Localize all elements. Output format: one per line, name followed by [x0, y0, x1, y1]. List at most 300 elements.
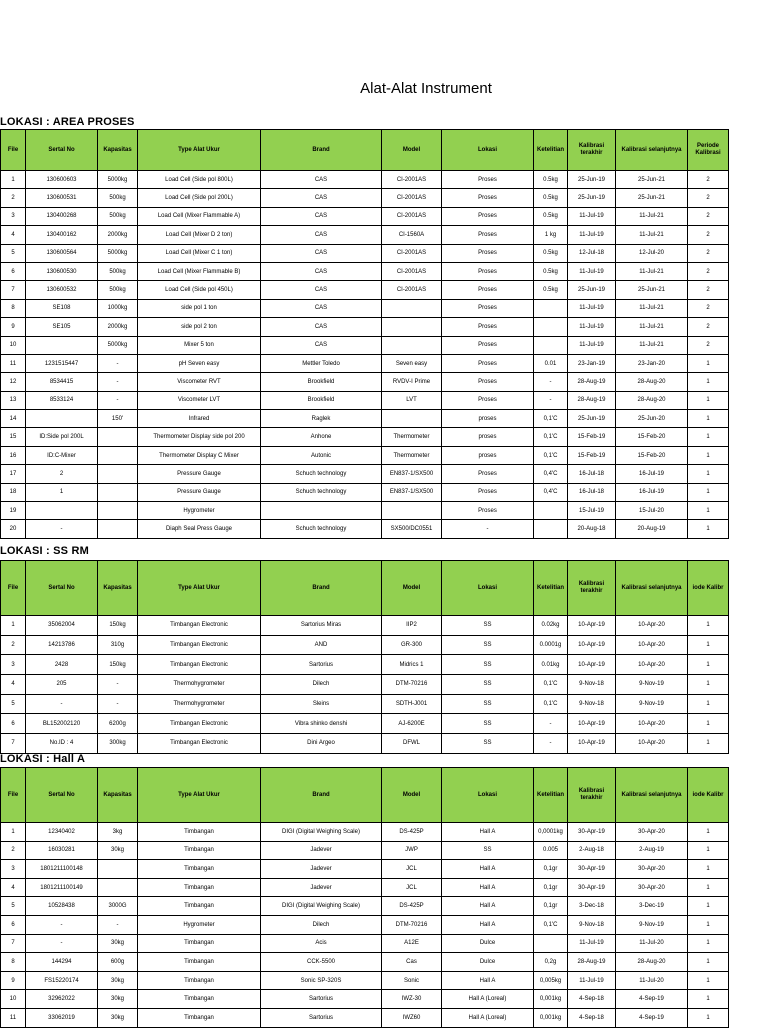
table-row: [1, 446, 729, 464]
cell-next-calibration: 11-Jul-21: [616, 262, 688, 280]
cell-next-calibration: 3-Dec-19: [616, 897, 688, 916]
cell-next-calibration: 11-Jul-21: [616, 318, 688, 336]
cell-location: Proses: [442, 373, 534, 391]
cell-last-calibration: 4-Sep-18: [568, 990, 616, 1009]
cell-location: Hall A (Loreal): [442, 1008, 534, 1027]
cell-file: 4: [1, 878, 26, 897]
cell-accuracy: 0.02kg: [534, 616, 568, 636]
cell-model: IWZ60: [382, 1008, 442, 1027]
cell-accuracy: 0,1'C: [534, 428, 568, 446]
cell-model: [382, 318, 442, 336]
table-row: [1, 841, 729, 860]
cell-accuracy: 0,4'C: [534, 465, 568, 483]
cell-last-calibration: 9-Nov-18: [568, 675, 616, 695]
cell-file: 2: [1, 189, 26, 207]
cell-calibration-period: 1: [688, 860, 729, 879]
cell-capacity: 500kg: [98, 281, 138, 299]
cell-capacity: 1000kg: [98, 299, 138, 317]
cell-last-calibration: 30-Apr-19: [568, 860, 616, 879]
cell-accuracy: 0.5kg: [534, 244, 568, 262]
cell-last-calibration: 16-Jul-18: [568, 483, 616, 501]
cell-location: Dulce: [442, 934, 534, 953]
cell-next-calibration: 12-Jul-20: [616, 244, 688, 262]
cell-brand: Sleins: [261, 694, 382, 714]
table-row: [1, 860, 729, 879]
cell-capacity: 3000G: [98, 897, 138, 916]
cell-type: Load Cell (Side pol 200L): [138, 189, 261, 207]
table-row: [1, 373, 729, 391]
table-row: [1, 897, 729, 916]
cell-calibration-period: 1: [688, 446, 729, 464]
cell-brand: CAS: [261, 318, 382, 336]
cell-model: EN837-1/SX500: [382, 483, 442, 501]
cell-location: Proses: [442, 189, 534, 207]
cell-accuracy: -: [534, 734, 568, 754]
header-type: Type Alat Ukur: [138, 130, 261, 171]
cell-last-calibration: 25-Jun-19: [568, 171, 616, 189]
cell-file: 7: [1, 934, 26, 953]
cell-location: Hall A: [442, 915, 534, 934]
cell-serial-no: 1231515447: [26, 354, 98, 372]
table-row: [1, 655, 729, 675]
cell-brand: Brookfield: [261, 373, 382, 391]
cell-location: Hall A: [442, 971, 534, 990]
cell-file: 11: [1, 354, 26, 372]
cell-model: DFWL: [382, 734, 442, 754]
cell-file: 18: [1, 483, 26, 501]
header-serial-no: Sertal No: [26, 130, 98, 171]
cell-brand: CAS: [261, 336, 382, 354]
cell-next-calibration: 9-Nov-19: [616, 675, 688, 695]
cell-calibration-period: 1: [688, 915, 729, 934]
cell-brand: Acis: [261, 934, 382, 953]
header-location: Lokasi: [442, 130, 534, 171]
cell-brand: Anhone: [261, 428, 382, 446]
cell-model: [382, 336, 442, 354]
cell-last-calibration: 20-Aug-18: [568, 520, 616, 538]
header-last-calibration: Kalibrasi terakhir: [568, 130, 616, 171]
cell-accuracy: -: [534, 714, 568, 734]
cell-accuracy: 0,1'C: [534, 915, 568, 934]
table-row: [1, 934, 729, 953]
cell-model: JCL: [382, 860, 442, 879]
cell-next-calibration: 2-Aug-19: [616, 841, 688, 860]
cell-next-calibration: 11-Jul-20: [616, 971, 688, 990]
cell-next-calibration: 20-Aug-19: [616, 520, 688, 538]
cell-location: Hall A: [442, 823, 534, 842]
cell-model: SX500/DC0551: [382, 520, 442, 538]
cell-next-calibration: 10-Apr-20: [616, 635, 688, 655]
cell-accuracy: 0,2g: [534, 953, 568, 972]
cell-accuracy: [534, 502, 568, 520]
cell-last-calibration: 3-Dec-18: [568, 897, 616, 916]
cell-serial-no: 1801211100148: [26, 860, 98, 879]
cell-accuracy: 0,1'C: [534, 675, 568, 695]
cell-accuracy: -: [534, 391, 568, 409]
cell-next-calibration: 30-Apr-20: [616, 878, 688, 897]
cell-accuracy: [534, 318, 568, 336]
cell-model: DTM-70216: [382, 915, 442, 934]
header-next-calibration: Kalibrasi selanjutnya: [616, 561, 688, 616]
cell-location: SS: [442, 714, 534, 734]
cell-brand: Vibra shinko denshi: [261, 714, 382, 734]
table-row: [1, 391, 729, 409]
cell-brand: Brookfield: [261, 391, 382, 409]
cell-calibration-period: 1: [688, 953, 729, 972]
cell-last-calibration: 11-Jul-19: [568, 226, 616, 244]
cell-location: SS: [442, 694, 534, 714]
cell-capacity: 30kg: [98, 1008, 138, 1027]
cell-capacity: 30kg: [98, 971, 138, 990]
cell-file: 14: [1, 410, 26, 428]
header-brand: Brand: [261, 561, 382, 616]
cell-serial-no: 130600532: [26, 281, 98, 299]
cell-type: side pol 2 ton: [138, 318, 261, 336]
table-row: [1, 207, 729, 225]
cell-type: Load Cell (Mixer D 2 ton): [138, 226, 261, 244]
cell-capacity: -: [98, 675, 138, 695]
cell-brand: CAS: [261, 226, 382, 244]
cell-model: JWP: [382, 841, 442, 860]
cell-next-calibration: 11-Jul-21: [616, 226, 688, 244]
cell-location: Proses: [442, 354, 534, 372]
cell-calibration-period: 2: [688, 207, 729, 225]
cell-next-calibration: 23-Jan-20: [616, 354, 688, 372]
table-row: [1, 483, 729, 501]
cell-capacity: 300kg: [98, 734, 138, 754]
cell-capacity: 500kg: [98, 262, 138, 280]
cell-capacity: 2000kg: [98, 318, 138, 336]
cell-location: Proses: [442, 281, 534, 299]
header-model: Model: [382, 130, 442, 171]
cell-model: Midrics 1: [382, 655, 442, 675]
table-row: [1, 1008, 729, 1027]
cell-location: SS: [442, 675, 534, 695]
cell-type: Load Cell (Side pol 450L): [138, 281, 261, 299]
cell-last-calibration: 12-Jul-18: [568, 244, 616, 262]
cell-brand: Schuch technology: [261, 520, 382, 538]
cell-accuracy: [534, 934, 568, 953]
cell-type: Viscometer LVT: [138, 391, 261, 409]
cell-last-calibration: 25-Jun-19: [568, 410, 616, 428]
cell-brand: [261, 502, 382, 520]
header-accuracy: Ketelitian: [534, 561, 568, 616]
cell-next-calibration: 11-Jul-21: [616, 336, 688, 354]
cell-last-calibration: 9-Nov-18: [568, 694, 616, 714]
cell-model: DTM-70216: [382, 675, 442, 695]
cell-calibration-period: 2: [688, 299, 729, 317]
cell-next-calibration: 9-Nov-19: [616, 915, 688, 934]
cell-type: Hygrometer: [138, 915, 261, 934]
section-label-area-proses: LOKASI : AREA PROSES: [0, 116, 135, 128]
cell-accuracy: -: [534, 373, 568, 391]
cell-model: IIP2: [382, 616, 442, 636]
cell-type: Timbangan: [138, 953, 261, 972]
cell-last-calibration: 11-Jul-19: [568, 207, 616, 225]
table-row: [1, 878, 729, 897]
cell-model: A12E: [382, 934, 442, 953]
cell-model: GR-300: [382, 635, 442, 655]
cell-accuracy: 0.005: [534, 841, 568, 860]
cell-serial-no: SE108: [26, 299, 98, 317]
cell-type: Thermometer Display C Mixer: [138, 446, 261, 464]
cell-calibration-period: 1: [688, 520, 729, 538]
cell-capacity: 150kg: [98, 616, 138, 636]
cell-file: 12: [1, 373, 26, 391]
cell-type: pH Seven easy: [138, 354, 261, 372]
cell-next-calibration: 25-Jun-21: [616, 189, 688, 207]
cell-file: 3: [1, 655, 26, 675]
cell-brand: CAS: [261, 244, 382, 262]
cell-brand: Schuch technology: [261, 465, 382, 483]
cell-brand: Autonic: [261, 446, 382, 464]
cell-next-calibration: 11-Jul-20: [616, 934, 688, 953]
cell-accuracy: 0,005kg: [534, 971, 568, 990]
cell-calibration-period: 1: [688, 635, 729, 655]
cell-last-calibration: 10-Apr-19: [568, 714, 616, 734]
cell-next-calibration: 30-Apr-20: [616, 823, 688, 842]
cell-capacity: 500kg: [98, 207, 138, 225]
cell-location: Hall A: [442, 878, 534, 897]
cell-serial-no: 32962022: [26, 990, 98, 1009]
cell-accuracy: 0,1gr: [534, 860, 568, 879]
cell-next-calibration: 28-Aug-20: [616, 373, 688, 391]
cell-type: Timbangan Electronic: [138, 655, 261, 675]
cell-next-calibration: 25-Jun-21: [616, 281, 688, 299]
cell-type: Viscometer RVT: [138, 373, 261, 391]
cell-capacity: [98, 446, 138, 464]
header-calibration-period: iode Kalibr: [688, 561, 729, 616]
table-row: [1, 281, 729, 299]
header-last-calibration: Kalibrasi terakhir: [568, 768, 616, 823]
table-row: [1, 318, 729, 336]
cell-type: Thermohygrometer: [138, 675, 261, 695]
cell-serial-no: 8533124: [26, 391, 98, 409]
cell-location: SS: [442, 734, 534, 754]
cell-model: EN837-1/SX500: [382, 465, 442, 483]
cell-type: Timbangan Electronic: [138, 714, 261, 734]
cell-last-calibration: 30-Apr-19: [568, 878, 616, 897]
cell-brand: CCK-5500: [261, 953, 382, 972]
cell-brand: CAS: [261, 189, 382, 207]
cell-next-calibration: 16-Jul-19: [616, 483, 688, 501]
cell-serial-no: ID:Side pol 200L: [26, 428, 98, 446]
cell-file: 5: [1, 897, 26, 916]
cell-serial-no: -: [26, 934, 98, 953]
cell-calibration-period: 2: [688, 318, 729, 336]
cell-location: SS: [442, 616, 534, 636]
cell-location: Hall A: [442, 860, 534, 879]
cell-serial-no: 12340402: [26, 823, 98, 842]
header-accuracy: Ketelitian: [534, 768, 568, 823]
cell-brand: Schuch technology: [261, 483, 382, 501]
cell-serial-no: 14213786: [26, 635, 98, 655]
cell-last-calibration: 10-Apr-19: [568, 655, 616, 675]
cell-calibration-period: 1: [688, 483, 729, 501]
table-row: [1, 262, 729, 280]
cell-file: 1: [1, 616, 26, 636]
cell-capacity: [98, 878, 138, 897]
cell-calibration-period: 2: [688, 244, 729, 262]
cell-file: 7: [1, 281, 26, 299]
cell-accuracy: 0.5kg: [534, 189, 568, 207]
cell-capacity: -: [98, 373, 138, 391]
cell-capacity: -: [98, 694, 138, 714]
cell-accuracy: 0.5kg: [534, 281, 568, 299]
cell-brand: Sartorius: [261, 1008, 382, 1027]
cell-model: CI-2001AS: [382, 171, 442, 189]
cell-file: 5: [1, 694, 26, 714]
cell-brand: Sonic SP-320S: [261, 971, 382, 990]
cell-last-calibration: 11-Jul-19: [568, 934, 616, 953]
cell-calibration-period: 1: [688, 878, 729, 897]
cell-brand: CAS: [261, 299, 382, 317]
cell-last-calibration: 10-Apr-19: [568, 635, 616, 655]
cell-file: 13: [1, 391, 26, 409]
cell-next-calibration: 4-Sep-19: [616, 990, 688, 1009]
cell-calibration-period: 1: [688, 373, 729, 391]
cell-file: 4: [1, 226, 26, 244]
cell-file: 8: [1, 299, 26, 317]
cell-file: 4: [1, 675, 26, 695]
cell-next-calibration: 11-Jul-21: [616, 207, 688, 225]
cell-calibration-period: 1: [688, 971, 729, 990]
table-row: [1, 354, 729, 372]
cell-serial-no: FS15220174: [26, 971, 98, 990]
cell-type: Timbangan: [138, 860, 261, 879]
cell-brand: Dilech: [261, 675, 382, 695]
header-brand: Brand: [261, 768, 382, 823]
cell-calibration-period: 1: [688, 934, 729, 953]
cell-capacity: 2000kg: [98, 226, 138, 244]
cell-last-calibration: 10-Apr-19: [568, 734, 616, 754]
cell-capacity: 5000kg: [98, 336, 138, 354]
cell-next-calibration: 28-Aug-20: [616, 953, 688, 972]
cell-next-calibration: 15-Jul-20: [616, 502, 688, 520]
header-calibration-period: iode Kalibr: [688, 768, 729, 823]
table-row: [1, 336, 729, 354]
cell-accuracy: 0.0001g: [534, 635, 568, 655]
cell-serial-no: 33062019: [26, 1008, 98, 1027]
cell-type: Timbangan Electronic: [138, 635, 261, 655]
cell-calibration-period: 1: [688, 734, 729, 754]
cell-capacity: 150kg: [98, 655, 138, 675]
cell-serial-no: -: [26, 694, 98, 714]
table-row: [1, 714, 729, 734]
cell-file: 2: [1, 841, 26, 860]
cell-calibration-period: 2: [688, 336, 729, 354]
cell-accuracy: [534, 299, 568, 317]
cell-calibration-period: 2: [688, 262, 729, 280]
cell-last-calibration: 25-Jun-19: [568, 281, 616, 299]
cell-location: Hall A: [442, 897, 534, 916]
cell-accuracy: [534, 336, 568, 354]
cell-last-calibration: 28-Aug-19: [568, 953, 616, 972]
cell-calibration-period: 1: [688, 410, 729, 428]
cell-brand: CAS: [261, 207, 382, 225]
cell-serial-no: 144294: [26, 953, 98, 972]
cell-accuracy: 0,4'C: [534, 483, 568, 501]
cell-accuracy: 1 kg: [534, 226, 568, 244]
cell-capacity: 30kg: [98, 934, 138, 953]
cell-type: Timbangan: [138, 878, 261, 897]
cell-file: 11: [1, 1008, 26, 1027]
table-hall-a: [0, 767, 729, 1028]
cell-model: [382, 410, 442, 428]
table-row: [1, 226, 729, 244]
cell-file: 15: [1, 428, 26, 446]
cell-location: Proses: [442, 207, 534, 225]
cell-location: SS: [442, 841, 534, 860]
cell-file: 17: [1, 465, 26, 483]
table-row: [1, 465, 729, 483]
cell-model: CI-2001AS: [382, 281, 442, 299]
table-row: [1, 189, 729, 207]
cell-model: Thermometer: [382, 446, 442, 464]
cell-calibration-period: 2: [688, 226, 729, 244]
cell-accuracy: 0,001kg: [534, 990, 568, 1009]
cell-location: Hall A (Loreal): [442, 990, 534, 1009]
cell-file: 6: [1, 714, 26, 734]
cell-last-calibration: 15-Feb-19: [568, 446, 616, 464]
cell-serial-no: BL152002120: [26, 714, 98, 734]
cell-capacity: 30kg: [98, 841, 138, 860]
cell-serial-no: 130600531: [26, 189, 98, 207]
table-row: [1, 675, 729, 695]
cell-last-calibration: 11-Jul-19: [568, 262, 616, 280]
cell-serial-no: 205: [26, 675, 98, 695]
table-row: [1, 953, 729, 972]
cell-accuracy: 0.5kg: [534, 171, 568, 189]
cell-serial-no: 8534415: [26, 373, 98, 391]
cell-brand: CAS: [261, 281, 382, 299]
cell-calibration-period: 1: [688, 465, 729, 483]
cell-location: Dulce: [442, 953, 534, 972]
cell-capacity: [98, 520, 138, 538]
header-file: File: [1, 130, 26, 171]
cell-file: 1: [1, 171, 26, 189]
cell-capacity: [98, 465, 138, 483]
cell-location: Proses: [442, 465, 534, 483]
cell-serial-no: [26, 502, 98, 520]
cell-file: 6: [1, 262, 26, 280]
cell-location: Proses: [442, 502, 534, 520]
cell-file: 10: [1, 990, 26, 1009]
cell-type: Load Cell (Mixer C 1 ton): [138, 244, 261, 262]
cell-accuracy: 0,1'C: [534, 694, 568, 714]
cell-serial-no: 130600603: [26, 171, 98, 189]
cell-last-calibration: 15-Feb-19: [568, 428, 616, 446]
cell-model: CI-1560A: [382, 226, 442, 244]
cell-last-calibration: 30-Apr-19: [568, 823, 616, 842]
cell-location: Proses: [442, 262, 534, 280]
cell-model: SDTH-J001: [382, 694, 442, 714]
header-capacity: Kapasitas: [98, 130, 138, 171]
header-model: Model: [382, 768, 442, 823]
cell-type: Diaph Seal Press Gauge: [138, 520, 261, 538]
cell-location: Proses: [442, 299, 534, 317]
page-title: Alat-Alat Instrument: [360, 80, 492, 97]
cell-type: Pressure Gauge: [138, 465, 261, 483]
cell-file: 2: [1, 635, 26, 655]
cell-brand: Jadever: [261, 860, 382, 879]
table-row: [1, 428, 729, 446]
cell-capacity: 6200g: [98, 714, 138, 734]
header-serial-no: Sertal No: [26, 561, 98, 616]
cell-model: LVT: [382, 391, 442, 409]
cell-type: Hygrometer: [138, 502, 261, 520]
cell-brand: Raglek: [261, 410, 382, 428]
